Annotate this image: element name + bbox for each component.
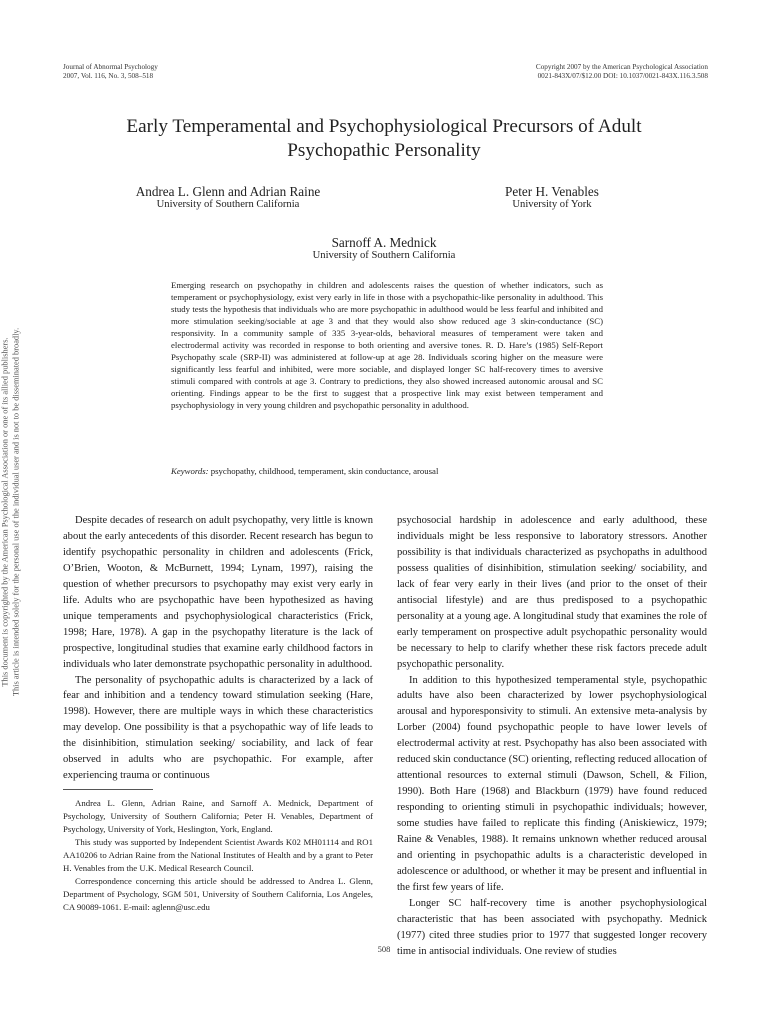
article-title	[60, 115, 708, 163]
body-paragraph: Longer SC half-recovery time is another psychophysiological characteristic that has been associated with psychopathy. Mednick (1977) cited three studies prior to 1977 that suggested longer recovery time in antisocial individuals. One review of studies	[397, 897, 707, 957]
footnote-correspondence: Correspondence concerning this article should be addressed to Andrea L. Glenn, Department of Psychology, SGM 501, University of Southern California, Los Angeles, CA 90089-1061. E-mail: aglenn@usc.edu	[63, 876, 373, 913]
copyright-header	[390, 63, 708, 80]
author-name: Sarnoff A. Mednick	[331, 235, 437, 250]
body-column-left	[63, 513, 373, 784]
title-line-1: Early Temperamental and Psychophysiological Precursors of Adult	[126, 116, 642, 137]
author-note	[63, 797, 373, 914]
title-line-2: Psychopathic Personality	[287, 140, 481, 161]
body-column-right	[397, 513, 707, 960]
journal-header	[63, 63, 158, 80]
journal-volume: 2007, Vol. 116, No. 3, 508–518	[63, 71, 154, 80]
author-affiliation: University of Southern California	[312, 250, 456, 261]
body-paragraph: Despite decades of research on adult psychopathy, very little is known about the early antecedents of this disorder. Recent research has begun to identify psychopathic personality in children and adolescents (Frick, O’Brien, Wooton, & McBurnett, 1994; Lynam, 1997), raising the question of whether precursors to psychopathy may exist very early in life. Adults who are psychopathic have been hypothesized as having unique temperaments and psychophysiological characteristics (Frick, 1998; Hare, 1978). A gap in the psychopathy literature is the lack of prospective, longitudinal studies that examine early childhood factors in individuals who later demonstrate psychopathic personality in adulthood.	[63, 515, 373, 670]
doi-line: 0021-843X/07/$12.00 DOI: 10.1037/0021-843X.116.3.508	[537, 71, 708, 80]
author-affiliation: University of Southern California	[156, 199, 300, 210]
page-number: 508	[377, 944, 391, 954]
footnote-rule	[63, 789, 153, 790]
author-affiliation: University of York	[512, 199, 592, 210]
body-paragraph: psychosocial hardship in adolescence and early adulthood, these individuals might be less responsive to laboratory stressors. Another possibility is that individuals characterized as psychopaths in adulthood possess qualities of disinhibition, stimulation seeking/ sociability, and lack of fear very early in their lives (and prior to the onset of their antisocial lifestyle) and are thus predisposed to a psychopathic personality at a young age. A longitudinal study that examines the role of early temperament on prospective adult psychopathic personality would be necessary to help to clarify whether these risk factors precede adult psychopathic personality.	[397, 515, 707, 670]
author-block-2	[462, 184, 642, 211]
copyright-line: Copyright 2007 by the American Psychological Association	[535, 63, 708, 71]
author-block-3	[254, 235, 514, 262]
footnote-funding: This study was supported by Independent Scientist Awards K02 MH01114 and RO1 AA10206 to Adrian Raine from the National Institutes of Health and by a grant to Peter H. Venables from the U.K. Medical Research Council.	[63, 837, 373, 874]
side-notice-line-2: This article is intended solely for the personal use of the individual user and is not to be disseminated broadly.	[11, 327, 20, 697]
journal-name: Journal of Abnormal Psychology	[63, 63, 158, 71]
body-paragraph: The personality of psychopathic adults is characterized by a lack of fear and inhibition and a tendency toward stimulation seeking (Hare, 1998). However, there are multiple ways in which these characteristics may develop. One possibility is that a psychopathic way of life leads to the disinhibition, stimulation seeking/ sociability, and lack of fear observed in adults who are psychopathic. For example, after experiencing trauma or continuous	[63, 674, 373, 782]
keywords-label: Keywords:	[171, 466, 209, 476]
body-paragraph: In addition to this hypothesized temperamental style, psychopathic adults have also been characterized by lower psychophysiological arousal and hyporesponsivity to stimuli. An extensive meta-analysis by Lorber (2004) found psychopathic people to have lower levels of electrodermal activity at rest. Psychopathy has also been associated with reduced skin conductance (SC) orienting, reflecting reduced allocation of attentional resources to external stimuli (Dawson, Schell, & Filion, 1990). Both Hare (1968) and Blackburn (1979) have found reduced responding to orienting stimuli in psychopathic individuals; however, some studies have failed to replicate this finding (Aniskiewicz, 1979; Raine & Venables, 1988). It remains unknown whether reduced arousal and orienting in psychopathic adults is a characteristic developed in adolescence or adulthood, or whether it may be present and influential in the first few years of life.	[397, 674, 707, 893]
keywords-text: psychopathy, childhood, temperament, skin conductance, arousal	[210, 466, 439, 476]
author-name: Peter H. Venables	[505, 184, 599, 199]
side-copyright-notice	[0, 0, 22, 1024]
abstract	[171, 279, 603, 412]
keywords	[171, 465, 603, 477]
author-name: Andrea L. Glenn and Adrian Raine	[135, 184, 321, 199]
author-block-1	[118, 184, 338, 211]
abstract-text: Emerging research on psychopathy in children and adolescents raises the question of whether indicators, such as temperament or psychophysiology, exist very early in life in those with a psychopathic-like personality in adulthood. This study tests the hypothesis that individuals who are more psychopathic in adulthood would be less fearful and inhibited and more stimulation seeking/sociable at age 3 and that they would also show reduced age 3 skin-conductance (SC) responsivity. In a community sample of 335 3-year-olds, behavioral measures of temperament were taken and electrodermal activity was recorded in response to both orienting and aversive tones. R. D. Hare’s (1985) Self-Report Psychopathy scale (SRP-II) was administered at follow-up at age 28. Individuals scoring higher on the measure were significantly less fearful and inhibited, were more sociable, and displayed longer SC half-recovery times to aversive stimuli compared with controls at age 3. Contrary to predictions, they also showed increased autonomic arousal and SC orienting. Findings appear to be the first to suggest that a prospective link may exist between temperament and psychophysiology in very young children and psychopathic personality in adulthood.	[171, 280, 603, 411]
side-notice-line-1: This document is copyrighted by the American Psychological Association or one of its allied publishers.	[0, 337, 10, 687]
footnote-affiliations: Andrea L. Glenn, Adrian Raine, and Sarnoff A. Mednick, Department of Psychology, University of Southern California; Peter H. Venables, Department of Psychology, University of York, Heslington, York, England.	[63, 798, 373, 835]
